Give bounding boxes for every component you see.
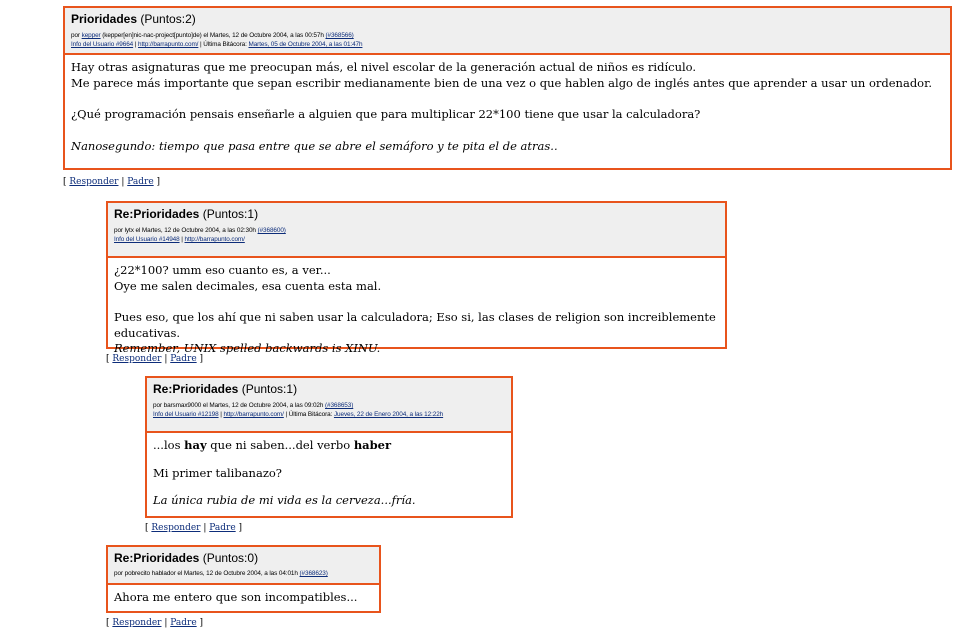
comment-body [147, 433, 511, 515]
comment-text-line: Mi primer talibanazo? [153, 465, 282, 480]
comment-meta: por kepper (kepper[en]nic-nac-project[punto]de) el Martes, 12 de Octubre 2004, a las 00:57h (#368566) [71, 32, 354, 39]
comment-id-link[interactable]: (#368566) [325, 32, 354, 39]
parent-link[interactable]: Padre [170, 354, 197, 364]
comment-title: Prioridades [71, 12, 138, 26]
parent-link[interactable]: Padre [209, 523, 236, 533]
comment-score: (Puntos:0) [202, 551, 259, 565]
reply-link[interactable]: Responder [151, 523, 201, 533]
user-info-link[interactable]: Info del Usuario #14948 [114, 236, 180, 243]
comment-header [108, 203, 725, 258]
comment-meta [114, 569, 373, 578]
user-info-link[interactable]: Info del Usuario #12198 [153, 411, 219, 418]
reply-bar: [ Responder | Padre ] [145, 523, 243, 533]
comment-meta-links: Info del Usuario #9664 | http://barrapunto.com/ | Última Bitácora: Martes, 05 de Octubre 2004, a las 01:47h [71, 41, 363, 48]
last-blog-label: Última Bitácora: [288, 411, 333, 418]
comment-meta-links: Info del Usuario #12198 | http://barrapunto.com/ | Última Bitácora: Jueves, 22 de Enero 2004, a las 12:22h [153, 411, 444, 418]
comment-meta [114, 226, 719, 235]
homepage-link[interactable]: http://barrapunto.com/ [223, 411, 284, 418]
homepage-link[interactable]: http://barrapunto.com/ [138, 41, 199, 48]
comment-body [108, 258, 725, 363]
parent-link[interactable]: Padre [127, 177, 154, 187]
comment-score: (Puntos:1) [241, 382, 298, 396]
reply-bar: [ Responder | Padre ] [63, 177, 161, 187]
last-blog-link[interactable]: Jueves, 22 de Enero 2004, a las 12:22h [333, 411, 444, 418]
comment-text-line: ¿Qué programación pensais enseñarle a alguien que para multiplicar 22*100 tiene que usar la calculadora? [71, 107, 701, 121]
user-info-link[interactable]: Info del Usuario #9664 [71, 41, 134, 48]
last-blog-link[interactable]: Martes, 05 de Octubre 2004, a las 01:47h [248, 41, 363, 48]
last-blog-label: Última Bitácora: [203, 41, 247, 48]
comment-title-line [153, 382, 505, 397]
parent-link[interactable]: Padre [170, 618, 197, 628]
reply-bar: [ Responder | Padre ] [106, 618, 204, 628]
comment-title-line [71, 12, 944, 27]
comment-text-line: Me parece más importante que sepan escribir medianamente bien de una vez o que hablen algo de inglés antes que aprender a usar un ordenador. [71, 75, 932, 90]
comment-id-link[interactable]: (#368600) [257, 227, 286, 234]
comment-body [65, 55, 950, 160]
comment-text-line: Oye me salen decimales, esa cuenta esta mal. [114, 278, 382, 293]
comment-byline: por barsmax9000 el Martes, 12 de Octubre 2004, a las 09:02h [153, 402, 324, 409]
comment-368653 [145, 376, 513, 518]
comment-text-line: Pues eso, que los ahí que ni saben usar la calculadora; Eso si, las clases de religion son increiblemente educativas. [114, 310, 716, 340]
comment-score: (Puntos:1) [202, 207, 259, 221]
comment-meta-links: Info del Usuario #14948 | http://barrapunto.com/ [114, 236, 245, 243]
comment-title: Re:Prioridades [114, 207, 200, 221]
comment-signature: Nanosegundo: tiempo que pasa entre que se abre el semáforo y te pita el de atras.. [71, 138, 558, 153]
comment-text-line: Ahora me entero que son incompatibles... [114, 590, 358, 604]
comment-id-link[interactable]: (#368653) [325, 402, 354, 409]
comment-header [108, 547, 379, 585]
reply-bar: [ Responder | Padre ] [106, 354, 204, 364]
author-link[interactable]: kepper [81, 32, 101, 39]
comment-date: el Martes, 12 de Octubre 2004, a las 00:57h [203, 32, 324, 39]
comment-title: Re:Prioridades [153, 382, 239, 396]
comment-368600 [106, 201, 727, 355]
author-email: (kepper[en]nic-nac-project[punto]de) [102, 32, 202, 39]
reply-link[interactable]: Responder [112, 618, 162, 628]
comment-body [108, 585, 379, 612]
reply-link[interactable]: Responder [69, 177, 119, 187]
comment-id-link[interactable]: (#368623) [299, 570, 328, 577]
comment-368566 [63, 6, 952, 170]
comment-title-line [114, 551, 373, 566]
comment-title-line [114, 207, 719, 222]
comment-header [147, 378, 511, 433]
comment-title: Re:Prioridades [114, 551, 200, 565]
comment-byline: por pobrecito hablador el Martes, 12 de Octubre 2004, a las 04:01h [114, 570, 298, 577]
homepage-link[interactable]: http://barrapunto.com/ [184, 236, 245, 243]
comment-text-line: Hay otras asignaturas que me preocupan más, el nivel escolar de la generación actual de niños es ridículo. [71, 60, 697, 74]
comment-meta [153, 401, 505, 410]
comment-text-line: ¿22*100? umm eso cuanto es, a ver... [114, 263, 331, 277]
comment-signature: La única rubia de mi vida es la cerveza...fría. [153, 493, 416, 507]
comment-signature: Remember, UNIX spelled backwards is XINU. [114, 341, 381, 355]
comment-368623 [106, 545, 381, 613]
comment-score: (Puntos:2) [140, 12, 196, 26]
reply-link[interactable]: Responder [112, 354, 162, 364]
comment-byline: por lytx el Martes, 12 de Octubre 2004, a las 02:30h [114, 227, 256, 234]
comment-header [65, 8, 950, 55]
comment-text-line: ...los hay que ni saben...del verbo haber [153, 438, 392, 452]
